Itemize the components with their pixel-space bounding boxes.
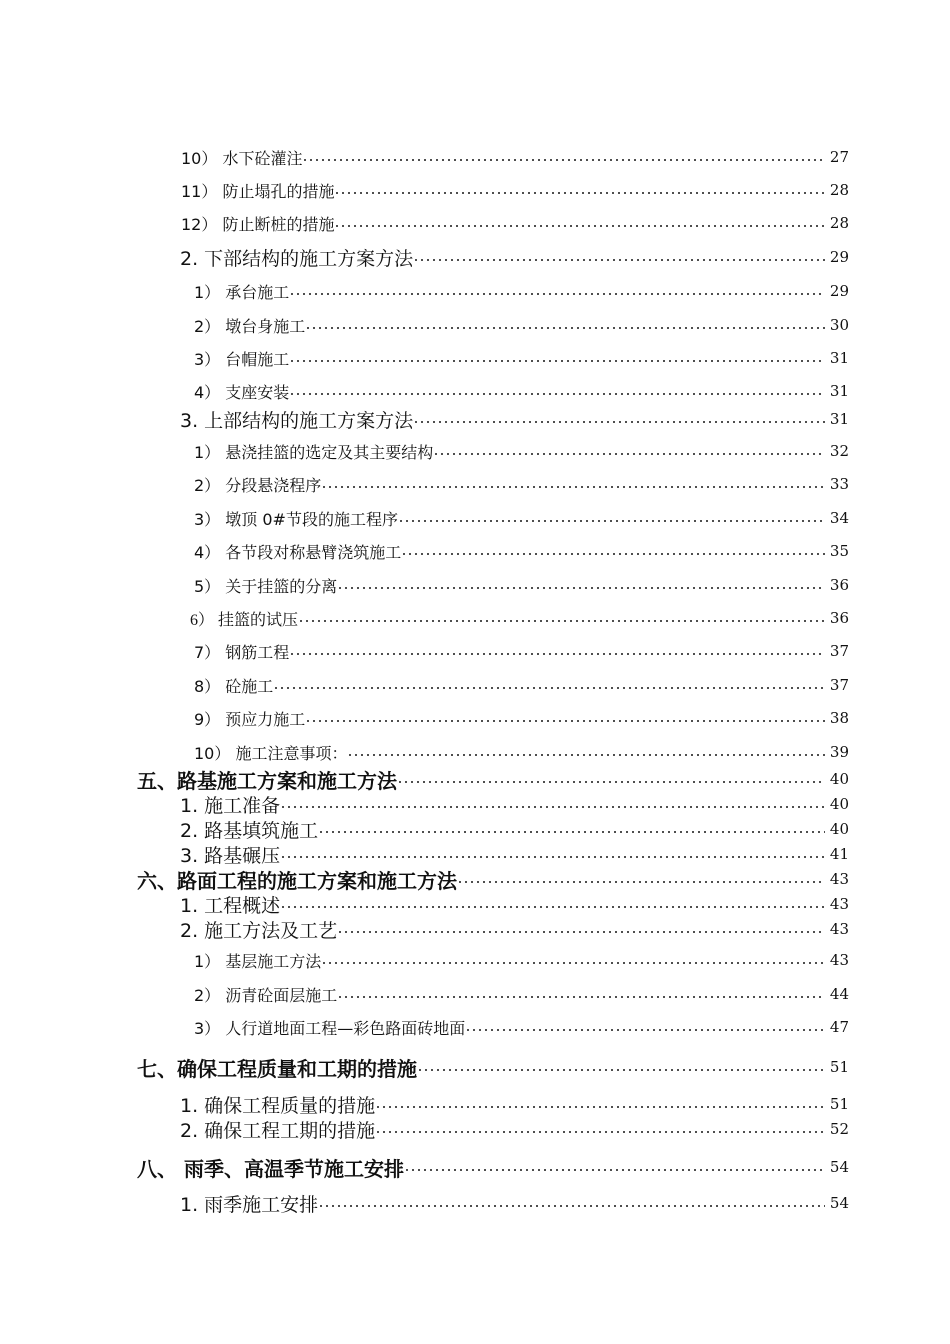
dot-leader — [289, 653, 825, 655]
toc-entry-page-number: 29 — [829, 282, 849, 300]
toc-entry[interactable] — [194, 704, 849, 732]
dot-leader — [375, 1131, 825, 1133]
dot-leader — [280, 806, 825, 808]
toc-entry-title: 6） 挂篮的试压 — [190, 611, 299, 629]
toc-entry[interactable] — [194, 537, 849, 565]
toc-entry-title: 4） 各节段对称悬臂浇筑施工 — [194, 542, 402, 562]
toc-entry-title: 3. 路基碾压 — [180, 844, 281, 867]
dot-leader — [337, 931, 825, 933]
toc-entry-page-number: 37 — [829, 642, 849, 660]
dot-leader — [334, 192, 825, 194]
toc-entry[interactable] — [180, 243, 849, 271]
toc-entry-title: 11） 防止塌孔的措施 — [181, 181, 335, 201]
toc-entry-title: 3） 台帽施工 — [194, 349, 290, 369]
toc-entry-page-number: 31 — [829, 410, 849, 428]
toc-entry-title: 4） 支座安装 — [194, 382, 290, 402]
toc-entry-page-number: 38 — [829, 709, 849, 727]
toc-entry[interactable] — [137, 765, 849, 793]
dot-leader — [273, 687, 825, 689]
dot-leader — [289, 360, 825, 362]
toc-entry[interactable] — [137, 1053, 849, 1081]
toc-entry[interactable] — [194, 437, 849, 465]
toc-entry-title: 1. 雨季施工安排 — [180, 1193, 319, 1216]
toc-entry-page-number: 54 — [829, 1194, 849, 1212]
toc-entry[interactable] — [194, 946, 849, 974]
toc-entry[interactable] — [194, 571, 849, 599]
toc-entry[interactable] — [180, 1090, 849, 1118]
toc-entry-title: 2. 下部结构的施工方案方法 — [180, 247, 414, 270]
dot-leader — [398, 520, 825, 522]
toc-entry[interactable] — [181, 143, 849, 171]
toc-entry-title: 9） 预应力施工 — [194, 709, 306, 729]
toc-entry[interactable] — [194, 311, 849, 339]
toc-entry-page-number: 32 — [829, 442, 849, 460]
dot-leader — [321, 962, 825, 964]
toc-entry[interactable] — [181, 209, 849, 237]
dot-leader — [305, 327, 825, 329]
toc-entry-page-number: 30 — [829, 316, 849, 334]
toc-entry-page-number: 40 — [829, 770, 849, 788]
toc-entry-title: 1. 确保工程质量的措施 — [180, 1094, 376, 1117]
toc-entry-title: 八、 雨季、高温季节施工安排 — [137, 1156, 404, 1181]
toc-entry[interactable] — [194, 637, 849, 665]
toc-entry-title: 七、确保工程质量和工期的措施 — [137, 1056, 417, 1081]
toc-entry-page-number: 40 — [829, 820, 849, 838]
dot-leader — [413, 421, 825, 423]
dot-leader — [375, 1106, 825, 1108]
toc-entry-page-number: 29 — [829, 248, 849, 266]
toc-entry-title: 2. 确保工程工期的措施 — [180, 1119, 376, 1142]
toc-entry[interactable] — [194, 671, 849, 699]
toc-entry[interactable] — [180, 890, 849, 918]
toc-entry-title: 12） 防止断桩的措施 — [181, 214, 335, 234]
toc-entry[interactable] — [190, 604, 849, 632]
dot-leader — [318, 1205, 825, 1207]
dot-leader — [401, 553, 825, 555]
toc-entry-title: 2. 施工方法及工艺 — [180, 919, 338, 942]
toc-entry-page-number: 33 — [829, 475, 849, 493]
toc-entry-page-number: 47 — [829, 1018, 849, 1036]
toc-entry[interactable] — [180, 1115, 849, 1143]
dot-leader — [465, 1029, 825, 1031]
toc-entry-page-number: 28 — [829, 214, 849, 232]
toc-entry-page-number: 37 — [829, 676, 849, 694]
dot-leader — [457, 881, 825, 883]
toc-entry-title: 1. 施工准备 — [180, 794, 281, 817]
toc-entry[interactable] — [180, 1189, 849, 1217]
toc-entry-title: 3） 人行道地面工程—彩色路面砖地面 — [194, 1018, 466, 1038]
toc-entry-title: 5） 关于挂篮的分离 — [194, 576, 338, 596]
toc-entry[interactable] — [181, 176, 849, 204]
toc-entry[interactable] — [194, 1013, 849, 1041]
dot-leader — [280, 856, 825, 858]
toc-entry-title: 2. 路基填筑施工 — [180, 819, 319, 842]
toc-entry-page-number: 54 — [829, 1158, 849, 1176]
toc-entry[interactable] — [137, 1153, 849, 1181]
dot-leader — [318, 831, 825, 833]
toc-entry[interactable] — [180, 405, 849, 433]
dot-leader — [413, 259, 825, 261]
toc-entry-title: 2） 沥青砼面层施工 — [194, 985, 338, 1005]
toc-entry[interactable] — [194, 344, 849, 372]
toc-entry-page-number: 43 — [829, 951, 849, 969]
toc-entry-title: 六、路面工程的施工方案和施工方法 — [137, 868, 457, 893]
toc-entry-page-number: 51 — [829, 1058, 849, 1076]
toc-entry[interactable] — [194, 470, 849, 498]
toc-entry-title: 7） 钢筋工程 — [194, 642, 290, 662]
toc-entry-title: 1） 承台施工 — [194, 282, 290, 302]
toc-entry-page-number: 43 — [829, 870, 849, 888]
toc-entry[interactable] — [194, 504, 849, 532]
toc-entry-page-number: 31 — [829, 349, 849, 367]
toc-entry-page-number: 36 — [829, 609, 849, 627]
toc-entry-title: 2） 分段悬浇程序 — [194, 475, 322, 495]
toc-entry-page-number: 43 — [829, 895, 849, 913]
toc-entry-page-number: 36 — [829, 576, 849, 594]
dot-leader — [334, 225, 825, 227]
dot-leader — [280, 906, 825, 908]
dot-leader — [298, 620, 825, 622]
dot-leader — [337, 996, 825, 998]
toc-entry-page-number: 28 — [829, 181, 849, 199]
toc-entry-title: 3. 上部结构的施工方案方法 — [180, 409, 414, 432]
toc-entry-title: 3） 墩顶 0#节段的施工程序 — [194, 509, 398, 529]
toc-entry[interactable] — [194, 377, 849, 405]
toc-entry-page-number: 39 — [829, 743, 849, 761]
dot-leader — [397, 781, 825, 783]
toc-entry-title: 1. 工程概述 — [180, 894, 281, 917]
dot-leader — [305, 720, 825, 722]
dot-leader — [321, 486, 825, 488]
toc-entry-page-number: 44 — [829, 985, 849, 1003]
toc-entry-title: 五、路基施工方案和施工方法 — [137, 768, 397, 793]
toc-entry-page-number: 43 — [829, 920, 849, 938]
toc-entry[interactable] — [137, 865, 849, 893]
toc-entry-title: 8） 砼施工 — [194, 676, 274, 696]
toc-entry-page-number: 52 — [829, 1120, 849, 1138]
toc-entry-title: 1） 基层施工方法 — [194, 951, 322, 971]
toc-entry-page-number: 51 — [829, 1095, 849, 1113]
dot-leader — [417, 1069, 825, 1071]
dot-leader — [433, 453, 825, 455]
toc-entry[interactable] — [194, 277, 849, 305]
toc-entry[interactable] — [180, 790, 849, 818]
toc-entry-page-number: 35 — [829, 542, 849, 560]
toc-entry[interactable] — [180, 915, 849, 943]
dot-leader — [289, 293, 825, 295]
toc-entry-title: 10） 施工注意事项： — [194, 743, 348, 763]
toc-entry[interactable] — [180, 815, 849, 843]
toc-entry[interactable] — [194, 738, 849, 766]
toc-entry-title: 2） 墩台身施工 — [194, 316, 306, 336]
dot-leader — [347, 754, 825, 756]
toc-entry-page-number: 27 — [829, 148, 849, 166]
toc-entry-page-number: 41 — [829, 845, 849, 863]
toc-entry-page-number: 31 — [829, 382, 849, 400]
toc-entry-page-number: 40 — [829, 795, 849, 813]
toc-entry-page-number: 34 — [829, 509, 849, 527]
dot-leader — [289, 393, 825, 395]
toc-entry-title: 10） 水下砼灌注 — [181, 148, 303, 168]
dot-leader — [302, 159, 825, 161]
dot-leader — [404, 1169, 825, 1171]
toc-entry-title: 1） 悬浇挂篮的选定及其主要结构 — [194, 442, 434, 462]
toc-entry[interactable] — [194, 980, 849, 1008]
dot-leader — [337, 587, 825, 589]
